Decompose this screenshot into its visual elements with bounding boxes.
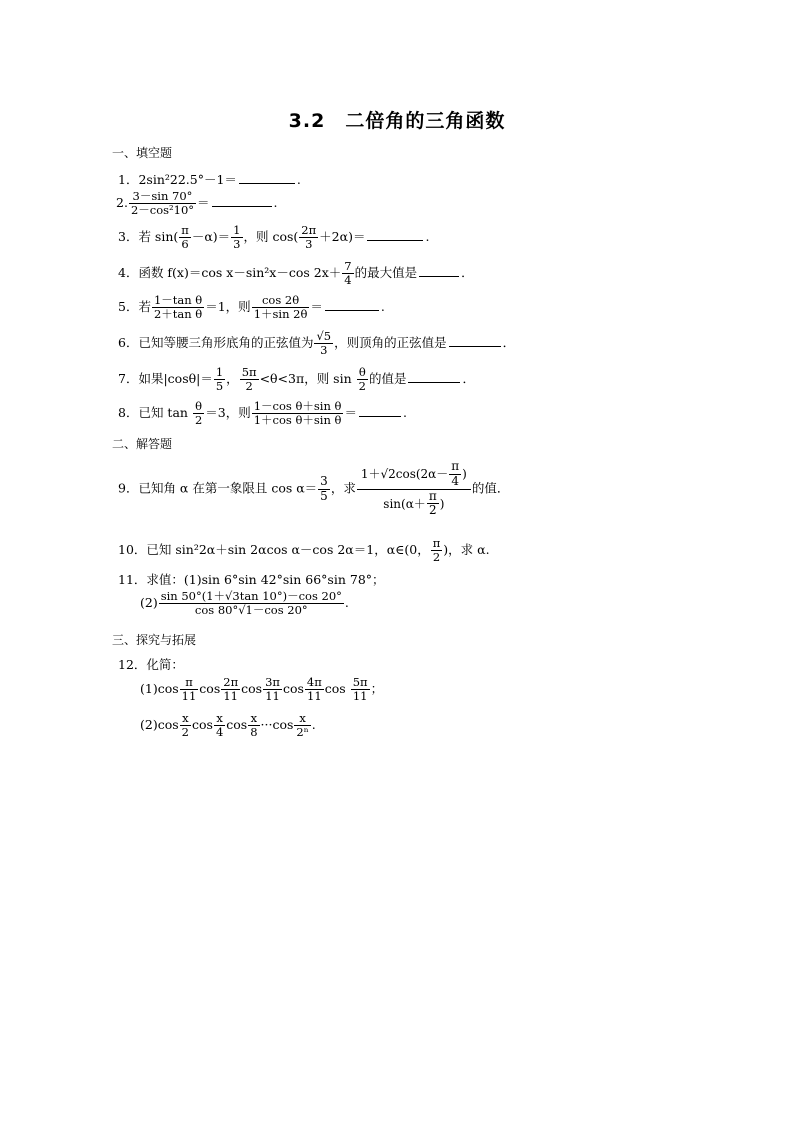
section-heading-solve: 二、解答题 [112, 437, 173, 451]
question-11-part-2: (2) $\frac{\sin 50^\circ(1+√3\tan 10^\circ)-\cos 20^\circ}{\cos 80^\circ√1-\cos 20^\circ}$ . [140, 589, 349, 618]
answer-blank [419, 266, 459, 277]
question-12-part-2: (2)cos $\frac{x}{2}$ cos $\frac{x}{4}$ cos $\frac{x}{8}$ ···cos $\frac{x}{\text{2ⁿ}}$ . [140, 711, 316, 740]
answer-blank [359, 406, 401, 417]
question-7: 7．如果|cosθ|＝ $\frac{1}{5}$ ， $\frac{5\pi}{2}$ <θ<3π，则 sin $\frac{\theta}{2}$ 的值是 ． [118, 365, 475, 394]
answer-blank [212, 196, 272, 207]
question-5: 5．若 $\frac{\text{1－tan θ}}{\text{2＋tan θ}}$ ＝1，则 $\frac{\cos 2\theta}{1+\sin 2\theta}$ ＝ . [118, 293, 385, 322]
question-12-part-1: (1)cos $\frac{\pi}{11}$ cos $\frac{2\pi}{11}$ cos $\frac{3\pi}{11}$ cos $\frac{4\pi}{11}$ cos $\frac{5\pi}{11}$ ； [140, 675, 384, 704]
question-3: 3．若 sin( $\frac{\pi}{6}$ －α)＝ $\frac{1}{3}$ ，则 cos( $\frac{2\pi}{3}$ ＋2α)＝ . [118, 223, 430, 252]
question-6: 6．已知等腰三角形底角的正弦值为 $\frac{√5}{3}$ ，则顶角的正弦值是 ． [118, 329, 516, 358]
section-heading-fill-in: 一、填空题 [112, 146, 173, 160]
question-8: 8．已知 tan $\frac{\theta}{2}$ ＝3，则 $\frac{\text{1－cos θ＋sin θ}}{\text{1＋cos θ＋sin θ}}$ ＝ . [118, 399, 407, 428]
question-9: 9．已知角 α 在第一象限且 cos α＝ $\frac{3}{5}$ ，求 1＋√2cos(2α－ $\frac{\pi}{4}$ ) sin(α＋ $\frac{\pi}{2}$ ) 的值． [118, 459, 510, 518]
question-4: 4．函数 f(x)＝cos x－sin²x－cos 2x＋ $\frac{7}{4}$ 的最大值是 ． [118, 259, 474, 288]
question-11-part-1: 11．求值：(1)sin 6°sin 42°sin 66°sin 78°； [118, 572, 385, 587]
question-12-heading: 12．化简： [118, 657, 184, 672]
question-1: 1．2sin²22.5°－1＝ . [118, 172, 301, 187]
answer-blank [325, 300, 379, 311]
question-10: 10．已知 sin²2α＋sin 2αcos α－cos 2α＝1，α∈(0， $\frac{\pi}{2}$ )，求 α. [118, 536, 490, 565]
answer-blank [408, 372, 460, 383]
answer-blank [239, 173, 295, 184]
section-heading-explore: 三、探究与拓展 [112, 633, 197, 647]
page-title: 3.2 二倍角的三角函数 [288, 110, 506, 132]
answer-blank [367, 230, 423, 241]
question-2: 2. $\frac{3-\sin 70^\circ}{\text{2－cos²10°}}$ ＝ . [116, 189, 278, 218]
answer-blank [449, 336, 501, 347]
fraction: $\frac{3-\sin 70^\circ}{\text{2－cos²10°}}$ [130, 189, 195, 218]
